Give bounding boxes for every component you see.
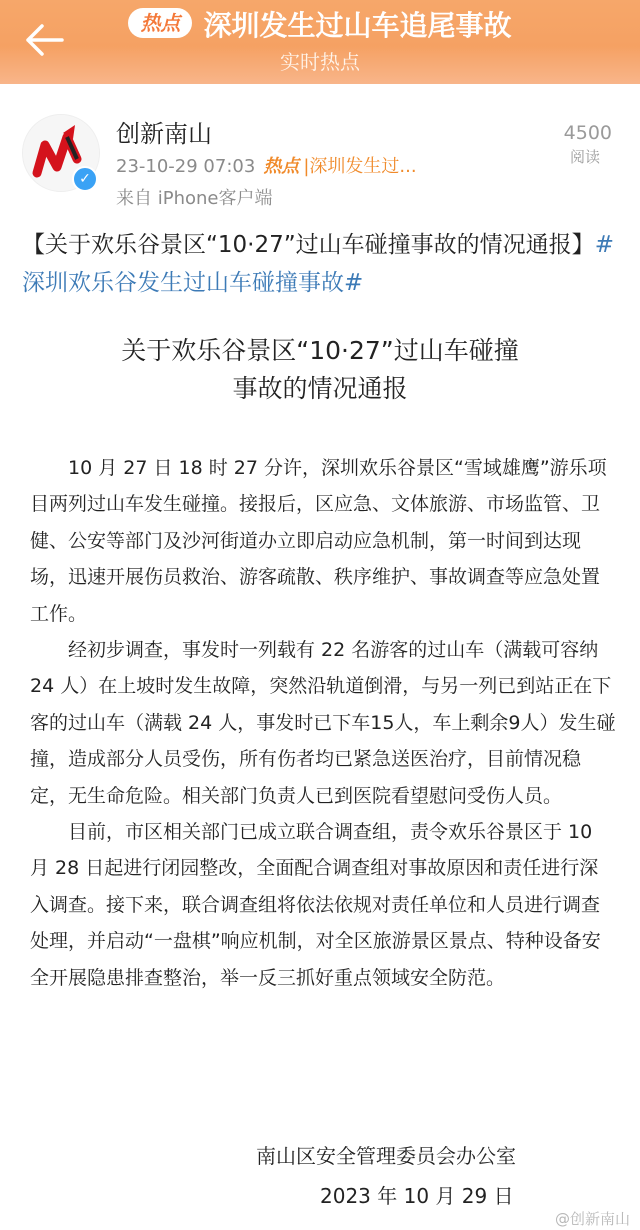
signature-organization: 南山区安全管理委员会办公室 — [256, 1144, 516, 1168]
author-name[interactable]: 创新南山 — [116, 120, 212, 148]
post-date: 23-10-29 07:03 — [116, 156, 256, 177]
post-source: 来自 iPhone客户端 — [116, 188, 273, 209]
header-title-row — [0, 6, 640, 46]
topic-link-text: 深圳发生过... — [309, 156, 417, 177]
page-title: 深圳发生过山车追尾事故 — [203, 9, 512, 42]
post-meta — [116, 152, 417, 178]
document-body — [30, 450, 616, 996]
hashtag-link[interactable]: #深圳欢乐谷发生过山车碰撞事故# — [22, 232, 614, 296]
document-paragraph: 经初步调查，事发时一列载有 22 名游客的过山车（满载可容纳 24 人）在上坡时发生故障，突然沿轨道倒滑，与另一列已到站正在下客的过山车（满载 24 人，事发时已下车15人，车上剩余9人）发生碰撞，造成部分人员受伤，所有伤者均已紧急送医治疗，目前情况稳定，无生命危险。相关部门负责人已到医院看望慰问受伤人员。 — [30, 639, 616, 807]
topic-link[interactable]: |深圳发生过... — [303, 156, 417, 177]
topic-header — [0, 0, 640, 84]
document-title-line-1: 关于欢乐谷景区“10·27”过山车碰撞 — [121, 336, 519, 365]
read-count: 4500 — [563, 122, 612, 144]
hot-tag: 热点 — [128, 8, 192, 38]
verified-badge-icon: ✓ — [72, 166, 98, 192]
header-subtitle: 实时热点 — [280, 50, 360, 74]
document-paragraph: 目前，市区相关部门已成立联合调查组，责令欢乐谷景区于 10 月 28 日起进行闭园整改，全面配合调查组对事故原因和责任进行深入调查。接下来，联合调查组将依法依规对责任单位和人员进行调查处理，并启动“一盘棋”响应机制，对全区旅游景区景点、特种设备安全开展隐患排查整治，举一反三抓好重点领域安全防范。 — [30, 821, 601, 989]
read-count-label: 阅读 — [569, 148, 600, 166]
post-card — [0, 84, 640, 1230]
post-lead-text: 【关于欢乐谷景区“10·27”过山车碰撞事故的情况通报】 — [22, 232, 595, 258]
document-paragraph: 10 月 27 日 18 时 27 分许，深圳欢乐谷景区“雪域雄鹰”游乐项目两列过山车发生碰撞。接报后，区应急、文体旅游、市场监管、卫健、公安等部门及沙河街道办立即启动应急机制，第一时间到达现场，迅速开展伤员救治、游客疏散、秩序维护、事故调查等应急处置工作。 — [30, 457, 607, 625]
document-title-line-2: 事故的情况通报 — [232, 374, 408, 403]
meta-hot-label: 热点 — [263, 156, 300, 177]
signature-date: 2023 年 10 月 29 日 — [320, 1184, 514, 1208]
watermark: @创新南山 — [554, 1210, 630, 1228]
post-text — [22, 226, 622, 302]
document-title — [0, 332, 640, 408]
